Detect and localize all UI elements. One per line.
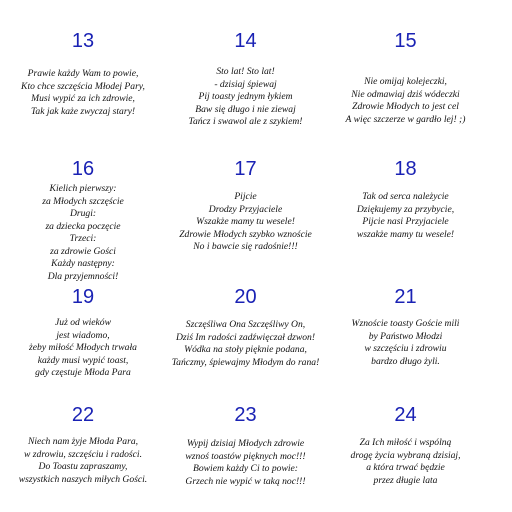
verse-line: Już od wieków — [55, 317, 111, 328]
verse-line: przez długie lata — [373, 474, 438, 486]
toast-card-16 — [3, 128, 163, 282]
verse-line: Wznoście toasty Goście mili — [351, 318, 460, 329]
toast-verse — [0, 317, 169, 380]
verse-line: Dla przyjemności! — [47, 270, 119, 282]
verse-line: w szczęściu i zdrowiu — [364, 343, 447, 354]
toast-card-14 — [163, 0, 328, 128]
verse-line: Do Toastu zapraszamy, — [38, 461, 128, 472]
card-number: 24 — [394, 404, 417, 426]
verse-line: Baw się długo i nie ziewaj — [195, 103, 296, 115]
toast-card-13 — [3, 0, 163, 128]
toast-verse — [157, 319, 334, 369]
toast-card-19 — [3, 256, 163, 378]
verse-line: Sto lat! Sto lat! — [216, 66, 275, 77]
verse-line: Pijcie — [234, 191, 257, 202]
verse-line: Prawie każdy Wam to powie, — [27, 68, 139, 79]
verse-line: Tak od serca należycie — [362, 191, 449, 202]
verse-line: wszystkich naszych miłych Gości. — [18, 473, 148, 485]
toast-verse — [322, 76, 489, 126]
verse-line: za dziecka poczęcie — [45, 220, 121, 232]
toast-card-24 — [328, 374, 483, 512]
toast-card-23 — [163, 374, 328, 512]
card-number: 17 — [234, 158, 257, 180]
verse-line: gdy częstuje Młoda Para — [35, 367, 131, 378]
verse-line: Bowiem każdy Ci to powie: — [193, 463, 298, 474]
toast-card-15 — [328, 0, 483, 128]
toast-verse — [322, 437, 489, 487]
toast-verse — [0, 436, 169, 486]
verse-line: Wszakże mamy tu wesele! — [196, 216, 295, 227]
verse-line: Tak jak każe zwyczaj stary! — [30, 105, 136, 117]
card-number: 21 — [394, 286, 417, 308]
verse-line: żeby miłość Młodych trwała — [29, 342, 137, 353]
verse-line: Kto chce szczęścia Młodej Pary, — [21, 80, 145, 92]
verse-line: Pij toasty jednym łykiem — [198, 91, 293, 102]
card-number: 23 — [234, 404, 257, 426]
verse-line: każdy musi wypić toast, — [37, 354, 129, 366]
verse-line: Grzech nie wypić w taką noc!!! — [185, 475, 306, 487]
verse-line: by Państwo Młodzi — [368, 330, 443, 342]
verse-line: No i bawcie się radośnie!!! — [193, 241, 298, 252]
verse-line: Każdy następny: — [51, 258, 115, 269]
verse-line: jest wiadomo, — [56, 329, 110, 341]
verse-line: Tańcz i swawol ale z szykiem! — [188, 116, 303, 127]
verse-line: Nie omijaj kolejeczki, — [364, 76, 447, 87]
verse-line: Drugi: — [69, 208, 97, 219]
verse-line: drogę życia wybraną dzisiaj, — [350, 449, 461, 461]
card-number: 20 — [234, 286, 257, 308]
verse-line: w zdrowiu, szczęściu i radości. — [24, 448, 142, 460]
verse-line: Za Ich miłość i wspólną — [359, 437, 452, 448]
verse-line: Tańczmy, śpiewajmy Młodym do rana! — [171, 356, 320, 368]
card-number: 15 — [394, 30, 417, 52]
verse-line: Kielich pierwszy: — [49, 183, 117, 194]
verse-line: Drodzy Przyjaciele — [208, 203, 283, 215]
verse-line: za Młodych szczęście — [42, 195, 124, 207]
card-number: 16 — [71, 158, 95, 180]
toast-card-17 — [163, 128, 328, 256]
verse-line: Szczęśliwa Ona Szczęśliwy On, — [185, 319, 306, 330]
toast-verse — [157, 191, 334, 254]
verse-line: wznoś toastów pięknych moc!!! — [185, 450, 306, 462]
verse-line: a która trwać będzie — [366, 462, 445, 473]
card-number: 18 — [394, 158, 417, 180]
verse-line: za zdrowie Gości — [50, 245, 116, 257]
card-number: 14 — [234, 30, 257, 52]
card-number: 19 — [71, 286, 95, 308]
verse-line: Niech nam żyje Młoda Para, — [27, 436, 139, 447]
verse-line: Dziś Im radości zadźwięczał dzwon! — [175, 331, 316, 343]
toast-verse — [0, 68, 169, 118]
verse-line: Zdrowie Młodych to jest cel — [352, 101, 459, 112]
card-number: 13 — [71, 30, 95, 52]
verse-line: - dzisiaj śpiewaj — [214, 78, 277, 90]
verse-line: Musi wypić za ich zdrowie, — [31, 93, 135, 104]
verse-line: wszakże mamy tu wesele! — [356, 228, 455, 240]
card-number: 22 — [71, 404, 95, 426]
toast-verse — [322, 191, 489, 241]
verse-line: Zdrowie Młodych szybko wznoście — [179, 228, 312, 240]
verse-line: A więc szczerze w gardło lej! ;) — [345, 113, 466, 125]
verse-line: Wódka na stoły pięknie podana, — [184, 344, 307, 355]
toast-verse — [157, 438, 334, 488]
verse-line: Pijcie nasi Przyjaciele — [362, 216, 449, 227]
toast-card-21 — [328, 256, 483, 374]
verse-line: bardzo długo żyli. — [371, 355, 440, 367]
toast-card-20 — [163, 256, 328, 374]
verse-line: Dziękujemy za przybycie, — [356, 203, 455, 215]
toast-card-18 — [328, 128, 483, 256]
verse-line: Trzeci: — [69, 233, 97, 244]
verse-line: Wypij dzisiaj Młodych zdrowie — [186, 438, 305, 449]
toast-verse — [322, 318, 489, 368]
toast-card-22 — [3, 374, 163, 512]
toast-verse — [157, 66, 334, 129]
verse-line: Nie odmawiaj dziś wódeczki — [351, 88, 460, 100]
